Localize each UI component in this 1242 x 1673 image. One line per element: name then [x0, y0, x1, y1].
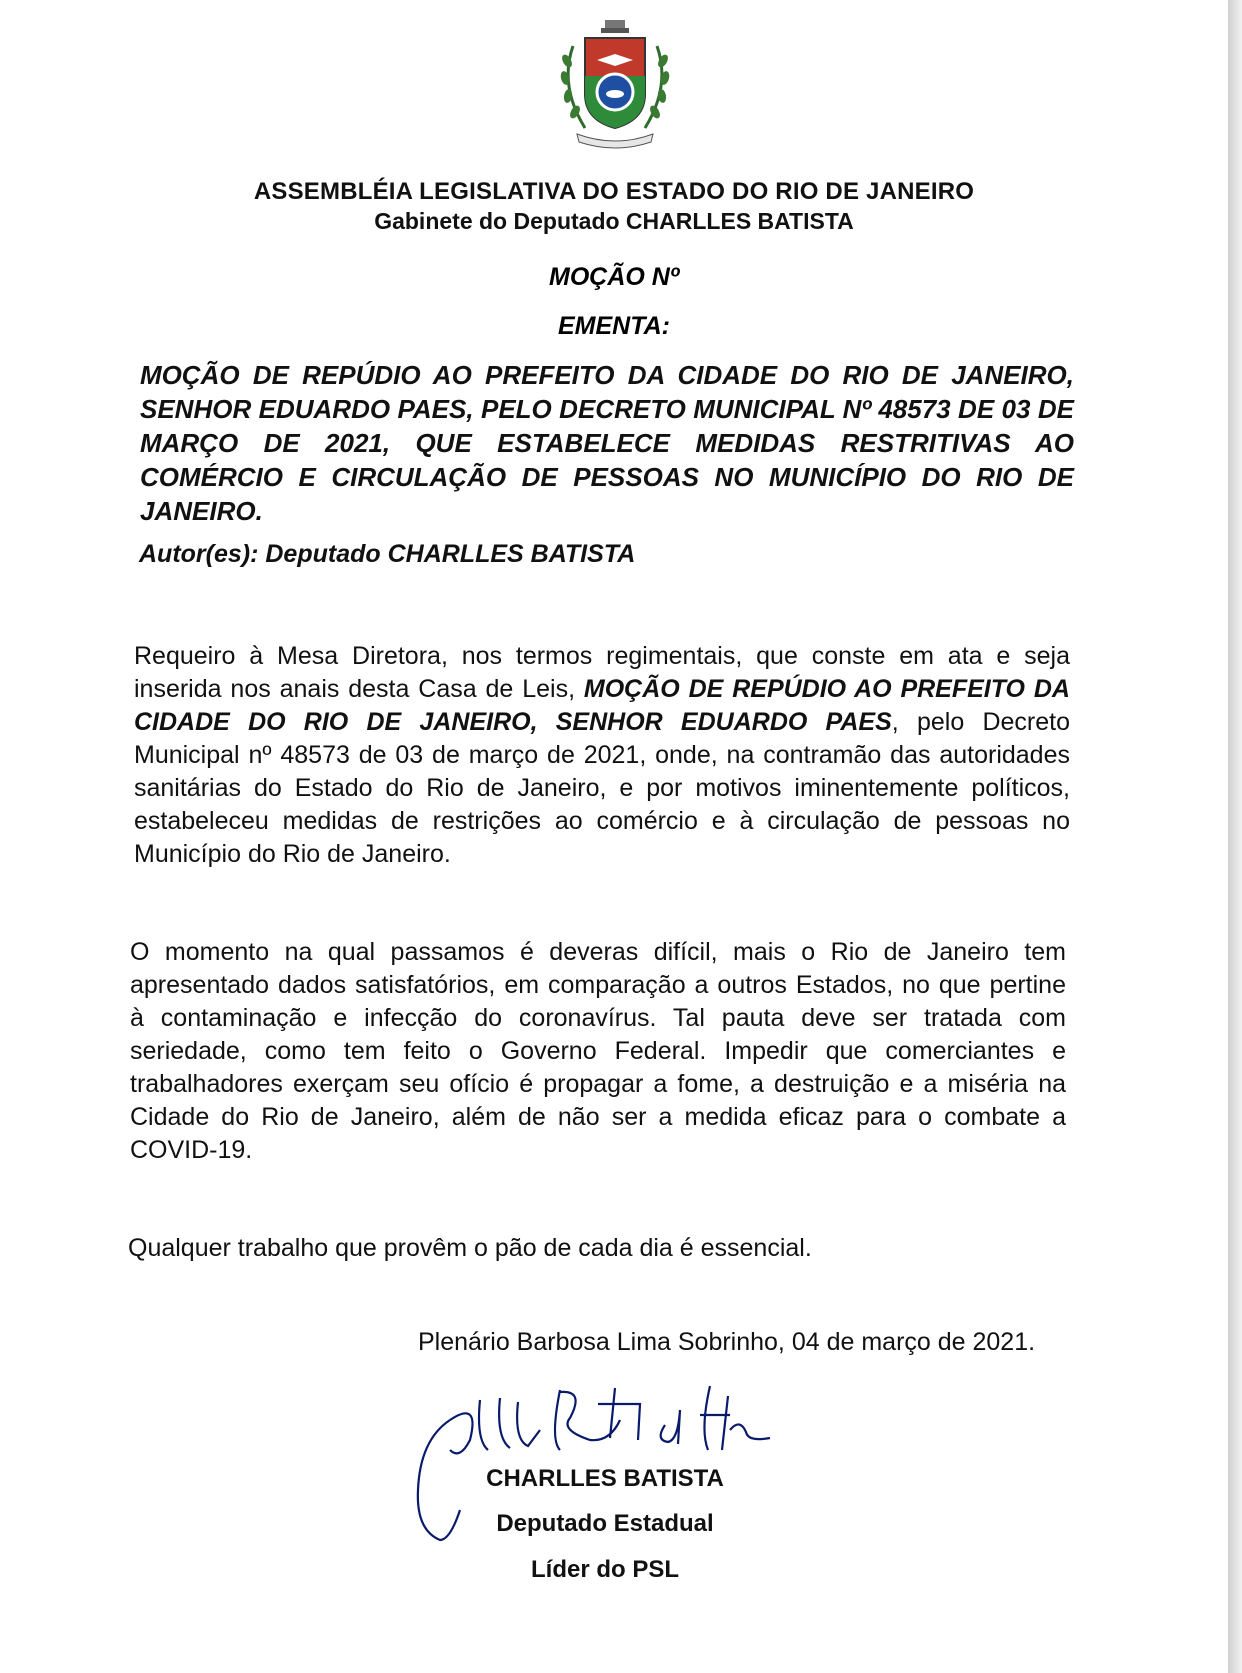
p1-emphasis: MOÇÃO DE REPÚDIO AO PREFEITO DA CIDADE DO RIO DE JANEIRO, SENHOR EDUARDO PAES: [134, 675, 1070, 736]
institution-title: ASSEMBLÉIA LEGISLATIVA DO ESTADO DO RIO DE JANEIRO: [253, 178, 975, 205]
signer-name: CHARLLES BATISTA: [486, 1465, 724, 1492]
author-line: Autor(es): Deputado CHARLLES BATISTA: [139, 540, 636, 568]
signer-party-role: Líder do PSL: [530, 1556, 679, 1583]
coat-of-arms-icon: [555, 16, 675, 151]
signer-role: Deputado Estadual: [496, 1510, 714, 1537]
office-subtitle: Gabinete do Deputado CHARLLES BATISTA: [374, 208, 854, 234]
motion-number-label: MOÇÃO Nº: [549, 263, 679, 291]
body-paragraph-2: O momento na qual passamos é deveras difícil, mais o Rio de Janeiro tem apresentado dados satisfatórios, em comparação a outros Estados, no que pertine à contaminação e infecção do coronavírus. Tal pauta deve ser tratada com seriedade, como tem feito o Governo Federal. Impedir que comerciantes e trabalhadores exerçam seu ofício é propagar a fome, a destruição e a miséria na Cidade do Rio de Janeiro, além de não ser a medida eficaz para o combate a COVID-19.: [130, 938, 1066, 1164]
p1-end: , pelo Decreto Municipal nº 48573 de 03 de março de 2021, onde, na contramão das autoridades sanitárias do Estado do Rio de Janeiro, e por motivos iminentemente políticos, estabeleceu medidas de restrições ao comércio e à circulação de pessoas no Município do Rio de Janeiro.: [134, 708, 1070, 868]
body-paragraph-3: Qualquer trabalho que provêm o pão de cada dia é essencial.: [128, 1234, 812, 1262]
page-edge-shadow: [1228, 0, 1242, 1673]
ementa-text: MOÇÃO DE REPÚDIO AO PREFEITO DA CIDADE DO RIO DE JANEIRO, SENHOR EDUARDO PAES, PELO DECRETO MUNICIPAL Nº 48573 DE 03 DE MARÇO DE 2021, QUE ESTABELECE MEDIDAS RESTRITIVAS AO COMÉRCIO E CIRCULAÇÃO DE PESSOAS NO MUNICÍPIO DO RIO DE JANEIRO.: [140, 360, 1074, 526]
p1-start: Requeiro à Mesa Diretora, nos termos regimentais, que conste em ata e seja inserida nos anais desta Casa de Leis,: [134, 642, 1070, 703]
body-paragraph-1: [134, 640, 1070, 871]
ementa-label: EMENTA:: [557, 312, 671, 340]
place-date: Plenário Barbosa Lima Sobrinho, 04 de março de 2021.: [418, 1328, 1036, 1356]
